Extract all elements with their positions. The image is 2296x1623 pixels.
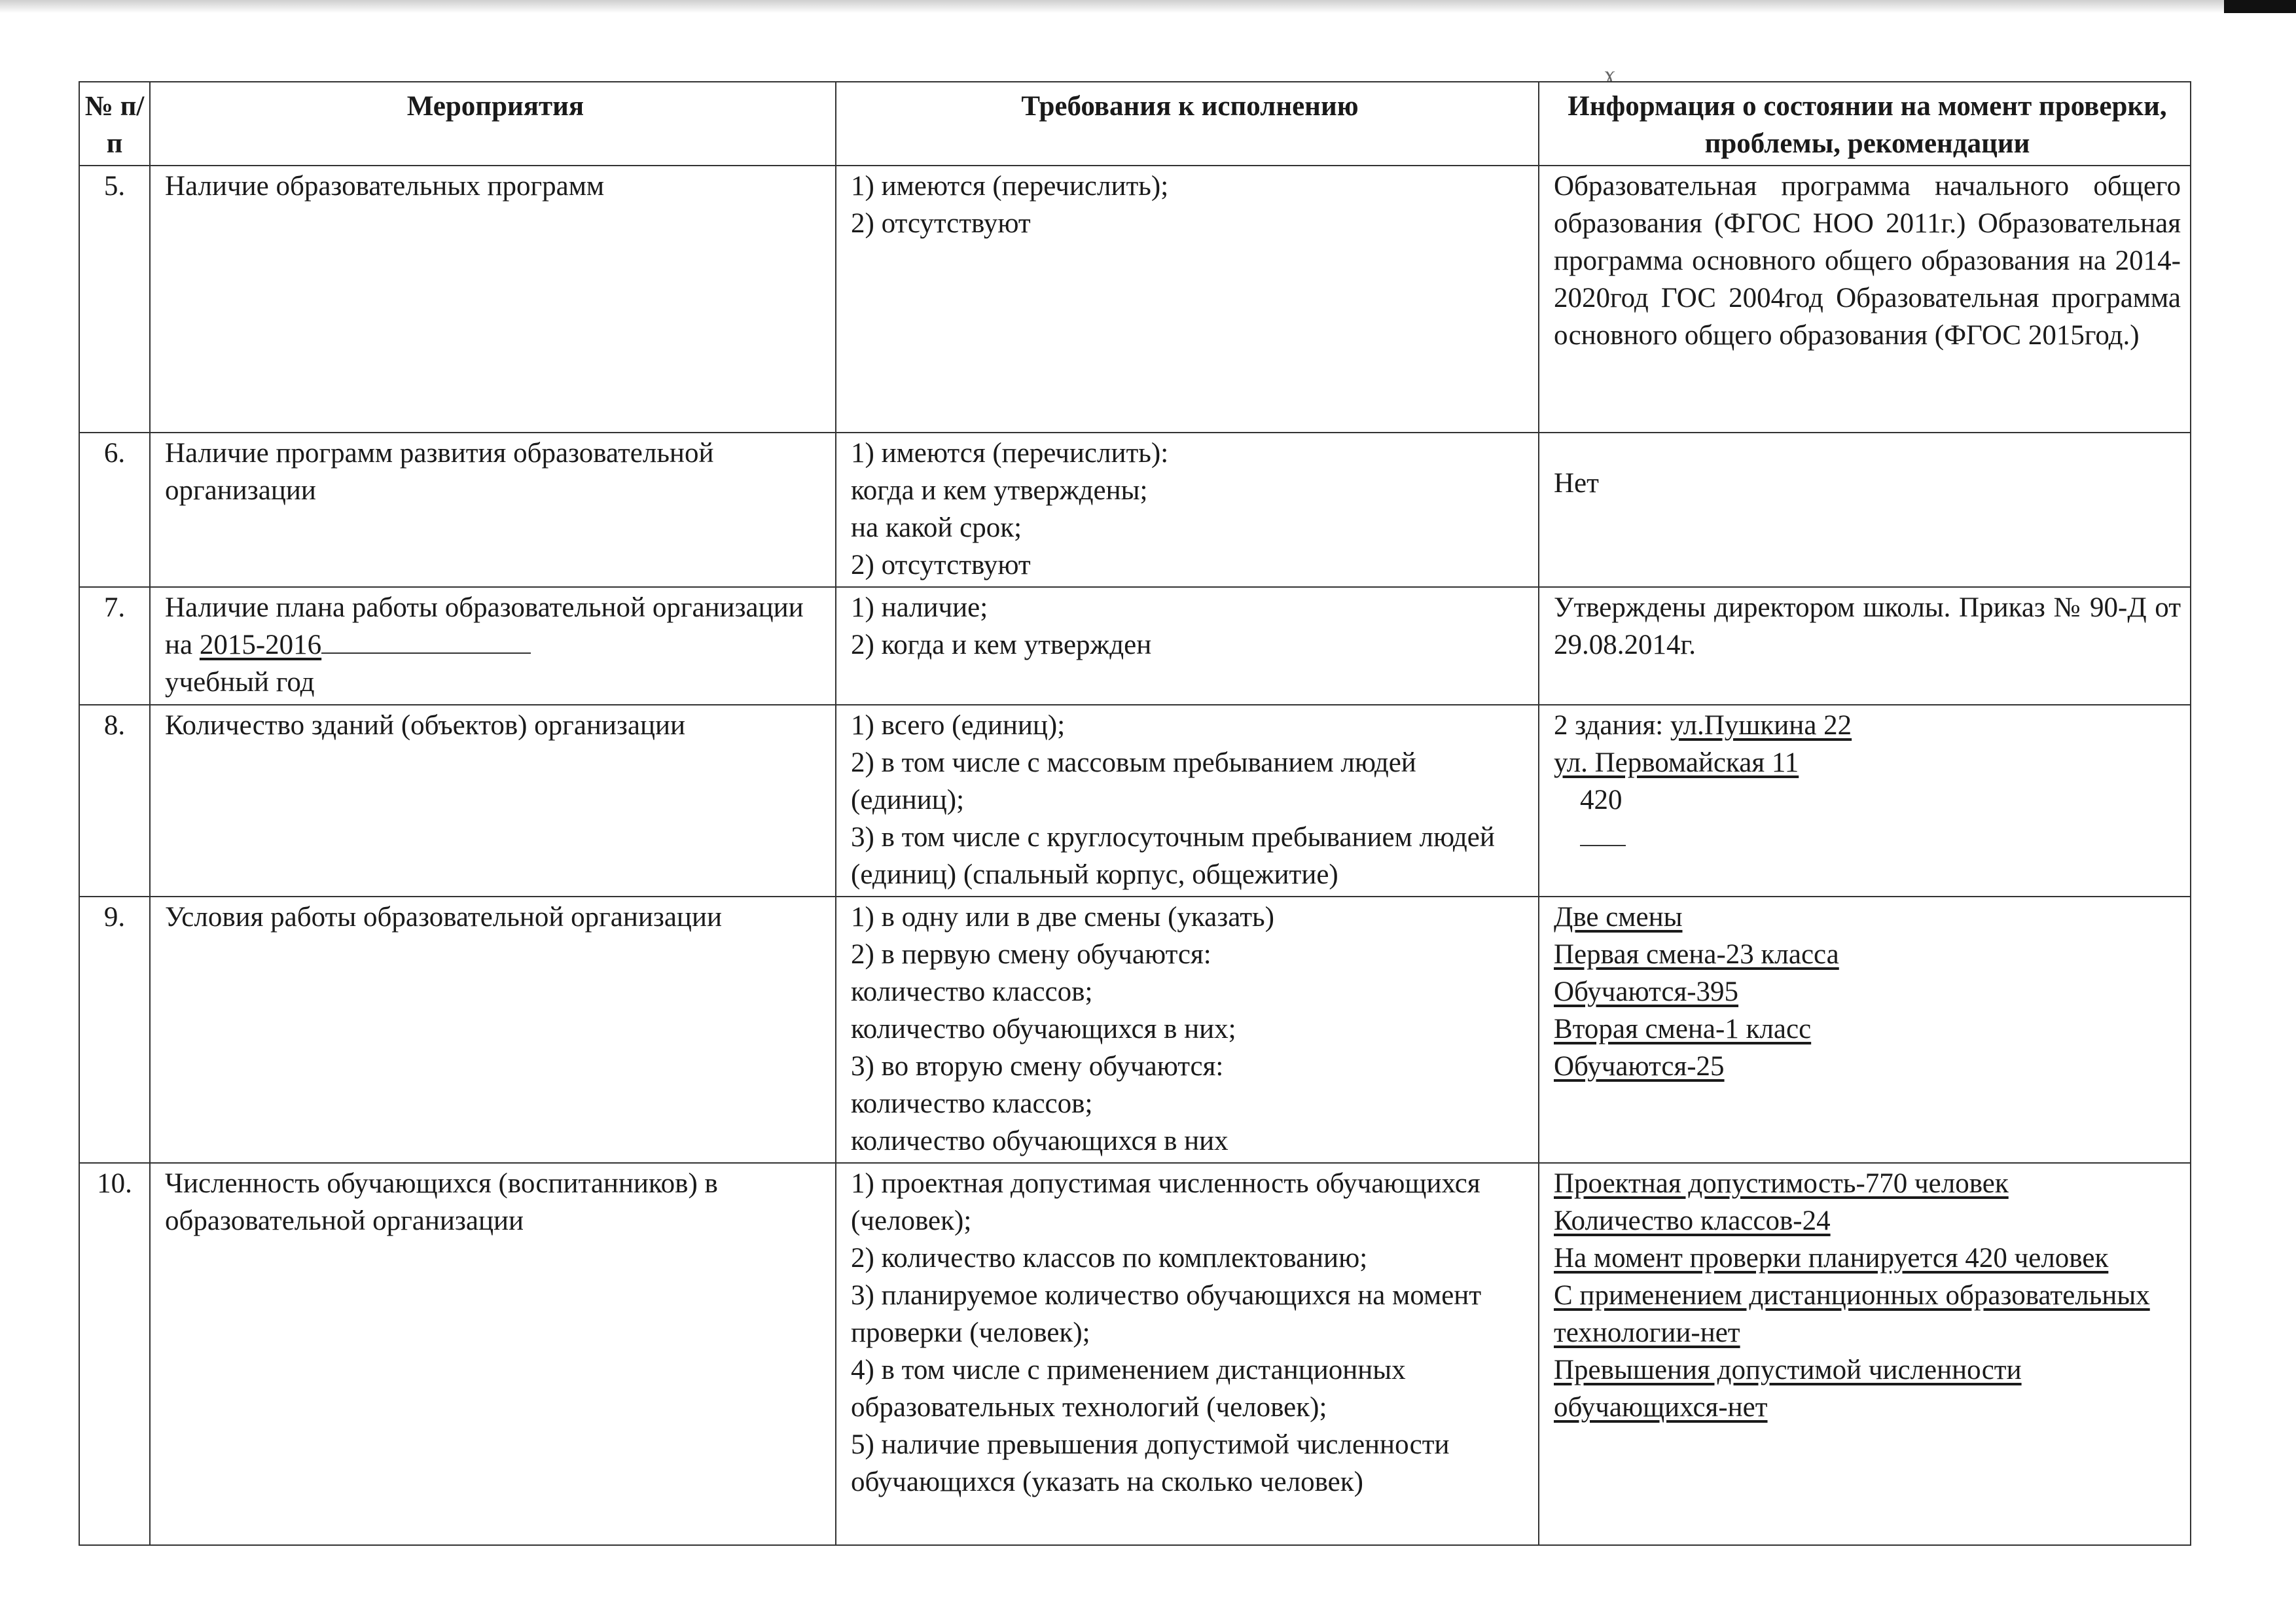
info-line: Первая смена-23 класса: [1554, 939, 1839, 970]
row-event: Наличие образовательных программ: [150, 166, 836, 433]
row-event: Численность обучающихся (воспитанников) в образовательной организации: [150, 1163, 836, 1545]
row-info: [1539, 705, 2191, 897]
scan-edge: [0, 0, 2296, 13]
info-line: Обучаются-25: [1554, 1051, 1725, 1082]
info-line: Нет: [1554, 468, 1599, 499]
requirement-line: 1) всего (единиц);: [851, 710, 1066, 741]
info-prefix: 2 здания:: [1554, 710, 1670, 741]
info-line: Утверждены директором школы. Приказ № 90-Д от 29.08.2014г.: [1554, 592, 2181, 660]
row-number: 10.: [79, 1163, 150, 1545]
event-text: Наличие плана работы образовательной организации на: [165, 592, 804, 660]
requirement-line: 1) имеются (перечислить);: [851, 171, 1169, 202]
row-event: Количество зданий (объектов) организации: [150, 705, 836, 897]
requirement-line: 3) во вторую смену обучаются:: [851, 1051, 1224, 1082]
row-event: Наличие программ развития образовательной организации: [150, 433, 836, 587]
row-event: [150, 587, 836, 705]
row-info: [1539, 587, 2191, 705]
requirement-line: 2) когда и кем утвержден: [851, 630, 1152, 660]
row-event: Условия работы образовательной организации: [150, 897, 836, 1163]
blank-dash: [1580, 825, 1626, 846]
row-requirements: [836, 433, 1539, 587]
table-row: [79, 587, 2191, 705]
row-number: 6.: [79, 433, 150, 587]
info-line: Превышения допустимой численности обучающихся-нет: [1554, 1355, 2022, 1423]
requirement-line: 2) отсутствуют: [851, 208, 1031, 239]
row-info: [1539, 166, 2191, 433]
row-info: [1539, 897, 2191, 1163]
requirement-line: 1) проектная допустимая численность обучающихся (человек);: [851, 1168, 1480, 1236]
table-row: [79, 1163, 2191, 1545]
row-requirements: [836, 587, 1539, 705]
requirement-line: количество классов;: [851, 1088, 1093, 1119]
row-requirements: [836, 1163, 1539, 1545]
requirement-line: когда и кем утверждены;: [851, 475, 1148, 506]
requirement-line: 1) наличие;: [851, 592, 988, 623]
requirement-line: количество классов;: [851, 976, 1093, 1007]
info-line: Вторая смена-1 класс: [1554, 1014, 1812, 1044]
table-row: [79, 897, 2191, 1163]
info-line: Количество классов-24: [1554, 1205, 1831, 1236]
requirement-line: 4) в том числе с применением дистанционных образовательных технологий (человек);: [851, 1355, 1406, 1423]
info-line: ул. Первомайская 11: [1554, 747, 1799, 778]
row-requirements: [836, 166, 1539, 433]
requirement-line: 2) в первую смену обучаются:: [851, 939, 1211, 970]
inspection-table: [79, 81, 2191, 1546]
requirement-line: на какой срок;: [851, 512, 1022, 543]
table-header-row: [79, 82, 2191, 166]
requirement-line: 1) в одну или в две смены (указать): [851, 902, 1274, 933]
table-row: [79, 166, 2191, 433]
header-events: Мероприятия: [150, 82, 836, 166]
requirement-line: 2) количество классов по комплектованию;: [851, 1243, 1368, 1274]
info-line: Обучаются-395: [1554, 976, 1739, 1007]
info-line: Две смены: [1554, 902, 1683, 933]
requirement-line: 1) имеются (перечислить):: [851, 438, 1169, 469]
scan-corner-mark: [2224, 0, 2296, 13]
requirement-line: количество обучающихся в них;: [851, 1014, 1236, 1044]
event-text-suffix: учебный год: [165, 667, 315, 698]
header-info: Информация о состоянии на момент проверки, проблемы, рекомендации: [1539, 82, 2191, 166]
row-number: 8.: [79, 705, 150, 897]
requirement-line: 2) в том числе с массовым пребыванием людей (единиц);: [851, 747, 1416, 815]
header-num: № п/п: [79, 82, 150, 166]
pen-mark: ɤ: [1605, 63, 1615, 87]
row-requirements: [836, 897, 1539, 1163]
info-line: С применением дистанционных образовательных технологии-нет: [1554, 1280, 2150, 1348]
row-info: [1539, 433, 2191, 587]
info-line: 420: [1580, 785, 1623, 815]
table-row: [79, 705, 2191, 897]
year-field: 2015-2016: [199, 630, 322, 660]
requirement-line: 3) в том числе с круглосуточным пребыванием людей (единиц) (спальный корпус, общежитие): [851, 822, 1495, 890]
row-number: 7.: [79, 587, 150, 705]
info-line: Образовательная программа начального общего образования (ФГОС НОО 2011г.) Образовательная программа основного общего образования на 2014-2020год ГОС 2004год Образовательная программа основного общего образования (ФГОС 2015год.): [1554, 171, 2181, 351]
row-requirements: [836, 705, 1539, 897]
header-requirements: Требования к исполнению: [836, 82, 1539, 166]
requirement-line: количество обучающихся в них: [851, 1126, 1229, 1156]
requirement-line: 3) планируемое количество обучающихся на момент проверки (человек);: [851, 1280, 1482, 1348]
row-number: 5.: [79, 166, 150, 433]
row-number: 9.: [79, 897, 150, 1163]
info-line: ул.Пушкина 22: [1670, 710, 1852, 741]
table-row: [79, 433, 2191, 587]
row-info: [1539, 1163, 2191, 1545]
info-line: На момент проверки планируется 420 человек: [1554, 1243, 2109, 1274]
info-line: Проектная допустимость-770 человек: [1554, 1168, 2009, 1199]
requirement-line: 5) наличие превышения допустимой численности обучающихся (указать на сколько человек): [851, 1429, 1450, 1497]
blank-line: [321, 626, 531, 654]
requirement-line: 2) отсутствуют: [851, 550, 1031, 580]
